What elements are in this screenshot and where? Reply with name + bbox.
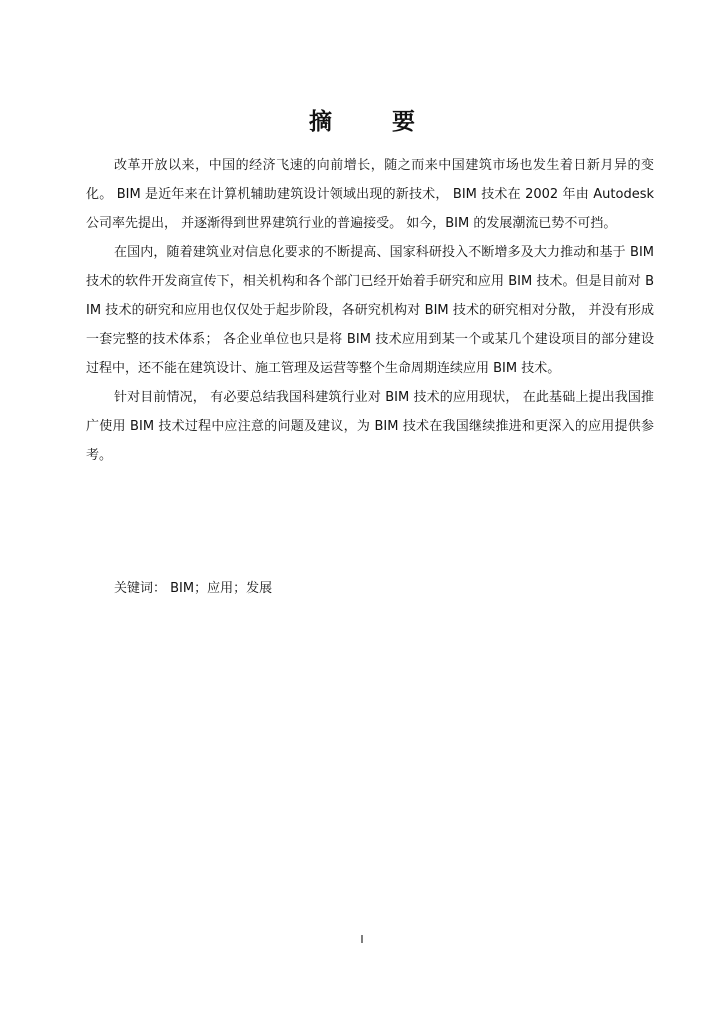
page-number: I	[360, 933, 364, 946]
abstract-paragraph-3: 针对目前情况， 有必要总结我国科建筑行业对 BIM 技术的应用现状， 在此基础上提出我国推广使用 BIM 技术过程中应注意的问题及建议，为 BIM 技术在我国继续推进和更深入的应用提供参考。	[86, 390, 654, 463]
abstract-body	[86, 151, 654, 470]
abstract-title: 摘要	[309, 109, 475, 135]
abstract-paragraph-2: 在国内，随着建筑业对信息化要求的不断提高、国家科研投入不断增多及大力推动和基于 BIM 技术的软件开发商宣传下，相关机构和各个部门已经开始着手研究和应用 BIM 技术。但是目前对 BIM 技术的研究和应用也仅仅处于起步阶段，各研究机构对 BIM 技术的研究相对分散， 并没有形成一套完整的技术体系； 各企业单位也只是将 BIM 技术应用到某一个或某几个建设项目的部分建设过程中，还不能在建筑设计、施工管理及运营等整个生命周期连续应用 BIM 技术。	[86, 245, 654, 376]
keywords-line: 关键词： BIM；应用；发展	[114, 581, 273, 596]
abstract-paragraph-1: 改革开放以来，中国的经济飞速的向前增长，随之而来中国建筑市场也发生着日新月异的变化。 BIM 是近年来在计算机辅助建筑设计领域出现的新技术， BIM 技术在 2002 年由 Autodesk 公司率先提出， 并逐渐得到世界建筑行业的普遍接受。 如今，BIM 的发展潮流已势不可挡。	[86, 158, 654, 231]
